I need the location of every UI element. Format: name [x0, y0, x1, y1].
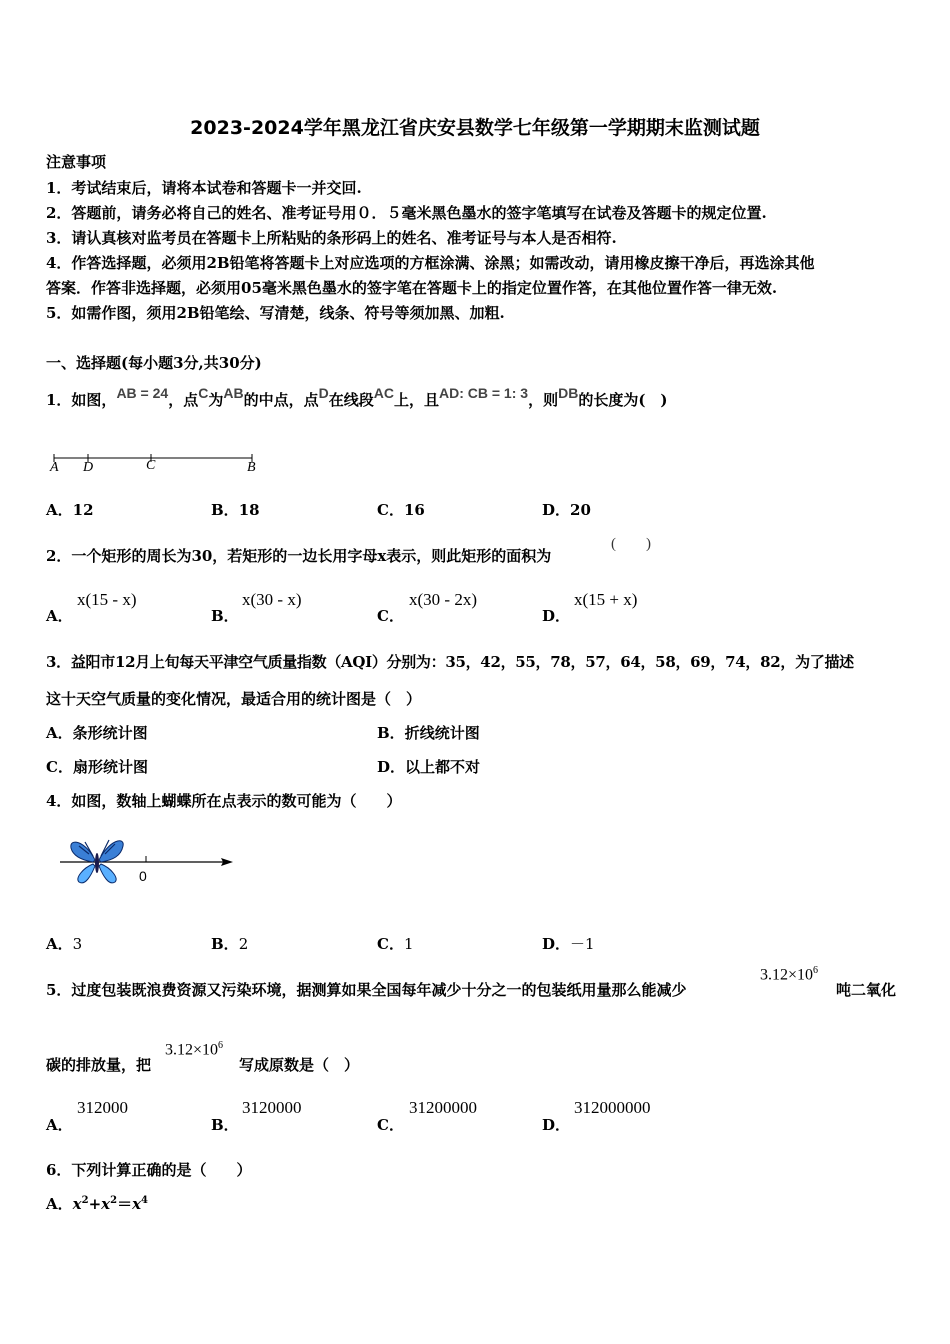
- option-a[interactable]: A．12: [46, 501, 94, 519]
- option-d-label[interactable]: D．: [542, 1116, 571, 1134]
- option-a-value[interactable]: 312000: [77, 1098, 128, 1117]
- option-b[interactable]: B．2: [211, 935, 249, 953]
- question-6: 6．下列计算正确的是（ ）: [46, 1161, 252, 1179]
- option-c-label[interactable]: C．: [377, 607, 404, 625]
- option-a[interactable]: A．3: [46, 935, 83, 953]
- point-label-a: A: [50, 460, 59, 475]
- option-a[interactable]: A．$x^2+x^2=x^4$: [46, 1195, 148, 1213]
- option-a-label[interactable]: A．: [46, 607, 73, 625]
- note-item: 答案．作答非选择题，必须用05毫米黑色墨水的签字笔在答题卡上的指定位置作答，在其他位置作答一律无效.: [46, 279, 778, 297]
- point-label-b: B: [247, 460, 256, 475]
- option-c[interactable]: C．16: [377, 501, 425, 519]
- option-a-expr[interactable]: x(15 - x): [77, 590, 137, 609]
- question-4: 4．如图，数轴上蝴蝶所在点表示的数可能为（ ）: [46, 792, 402, 810]
- option-d[interactable]: D．－1: [542, 935, 595, 953]
- option-b[interactable]: B．18: [211, 501, 260, 519]
- question-5-line2a: 碳的排放量，把: [46, 1056, 152, 1074]
- option-b[interactable]: B．折线统计图: [377, 724, 480, 742]
- sci-notation: $3.12\times 10^6$: [165, 1040, 224, 1059]
- option-c[interactable]: C．扇形统计图: [46, 758, 148, 776]
- option-d[interactable]: D．以上都不对: [377, 758, 481, 776]
- question-5-line1: 5．过度包装既浪费资源又污染环境，据测算如果全国每年减少十分之一的包装纸用量那么能减少: [46, 981, 687, 999]
- question-3-line1: 3．益阳市12月上旬每天平津空气质量指数（AQI）分别为：35，42，55，78，57，64，58，69，74，82，为了描述: [46, 653, 854, 671]
- option-d[interactable]: D．20: [542, 501, 591, 519]
- notes-heading: 注意事项: [46, 153, 107, 171]
- option-b-label[interactable]: B．: [211, 607, 239, 625]
- note-item: 4．作答选择题，必须用2B铅笔将答题卡上对应选项的方框涂满、涂黑；如需改动，请用橡皮擦干净后，再选涂其他: [46, 254, 815, 272]
- question-5-line2b: 写成原数是（ ）: [239, 1056, 360, 1074]
- option-c-label[interactable]: C．: [377, 1116, 404, 1134]
- note-item: 5．如需作图，须用2B铅笔绘、写清楚，线条、符号等须加黑、加粗.: [46, 304, 505, 322]
- option-a-label[interactable]: A．: [46, 1116, 73, 1134]
- option-b-label[interactable]: B．: [211, 1116, 239, 1134]
- note-item: 3．请认真核对监考员在答题卡上所粘贴的条形码上的姓名、准考证号与本人是否相符.: [46, 229, 617, 247]
- page-title: 2023-2024学年黑龙江省庆安县数学七年级第一学期期末监测试题: [190, 117, 760, 139]
- zero-label: 0: [139, 868, 147, 884]
- question-1: 1．如图，AB = 24，点C为AB的中点，点D在线段AC上，且AD: CB = 1: 3，则DB的长度为( ): [46, 385, 668, 409]
- option-d-expr[interactable]: x(15 + x): [574, 590, 638, 609]
- option-a[interactable]: A．条形统计图: [46, 724, 148, 742]
- question-5-line1-end: 吨二氧化: [836, 981, 897, 999]
- option-d-label[interactable]: D．: [542, 607, 571, 625]
- point-label-d: D: [83, 460, 94, 475]
- question-2: 2．一个矩形的周长为30，若矩形的一边长用字母x表示，则此矩形的面积为: [46, 547, 552, 565]
- option-c[interactable]: C．1: [377, 935, 414, 953]
- point-label-c: C: [146, 458, 156, 473]
- answer-paren: ( ): [611, 536, 651, 552]
- section-heading: 一、选择题(每小题3分,共30分): [46, 354, 262, 372]
- option-b-expr[interactable]: x(30 - x): [242, 590, 302, 609]
- number-line-figure: [55, 832, 240, 892]
- question-3-line2: 这十天空气质量的变化情况，最适合用的统计图是（ ）: [46, 690, 422, 708]
- option-b-value[interactable]: 3120000: [242, 1098, 302, 1117]
- option-c-value[interactable]: 31200000: [409, 1098, 477, 1117]
- sci-notation: $3.12\times 10^6$: [760, 965, 819, 984]
- note-item: 1．考试结束后，请将本试卷和答题卡一并交回.: [46, 179, 362, 197]
- option-d-value[interactable]: 312000000: [574, 1098, 651, 1117]
- note-item: 2．答题前，请务必将自己的姓名、准考证号用０．５毫米黑色墨水的签字笔填写在试卷及答题卡的规定位置.: [46, 204, 767, 222]
- option-c-expr[interactable]: x(30 - 2x): [409, 590, 477, 609]
